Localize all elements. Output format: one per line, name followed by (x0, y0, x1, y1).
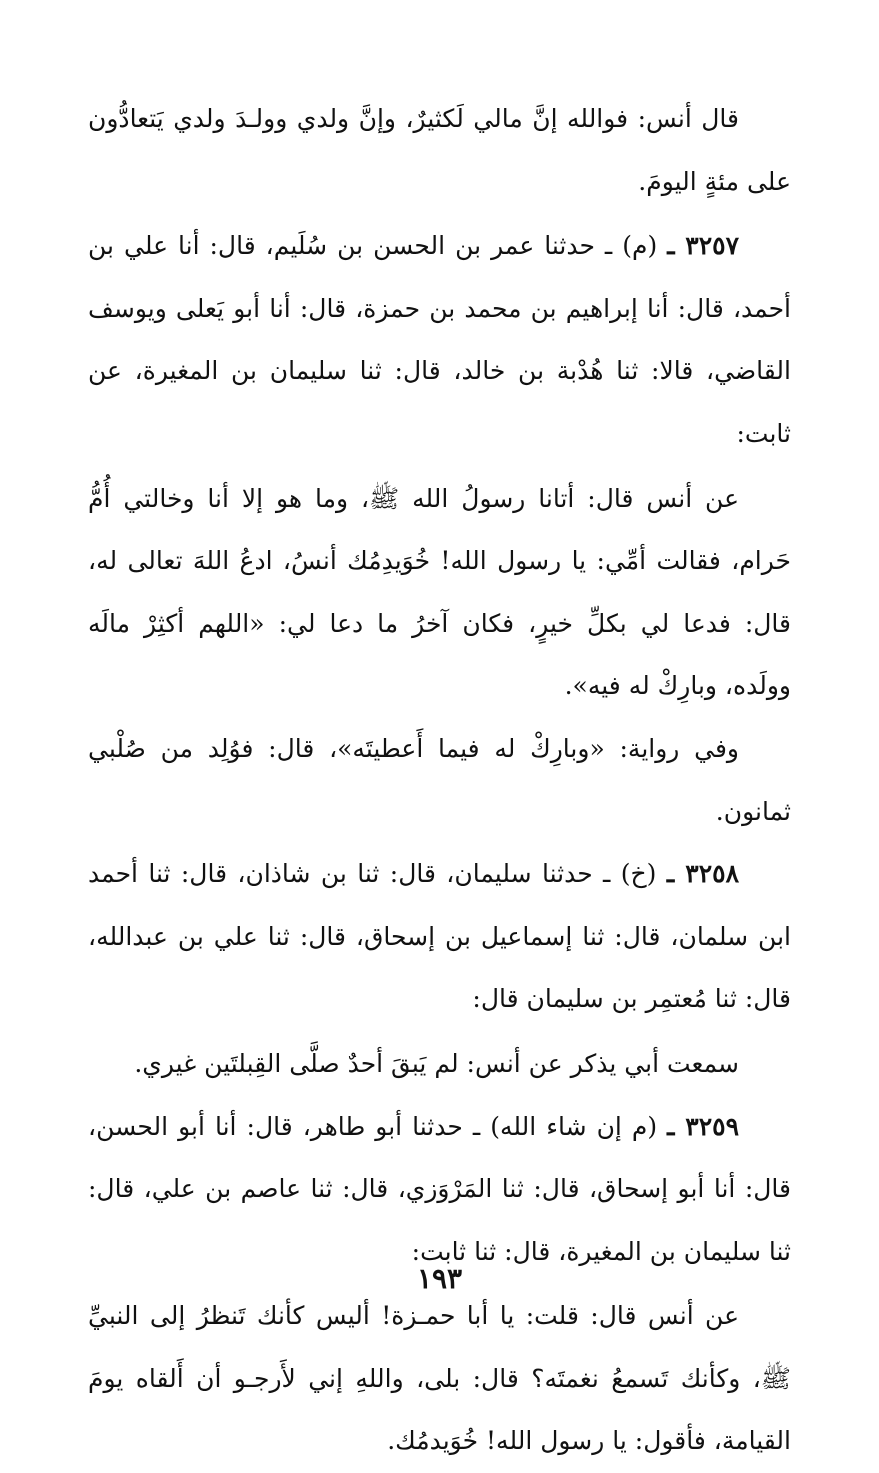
paragraph-anas-continuation (88, 88, 791, 213)
paragraph-hadith-3257-matn (88, 468, 791, 718)
hadith-number: ٣٢٥٨ ـ (666, 859, 740, 889)
paragraph-text: (خ) ـ حدثنا سليمان، قال: ثنا بن شاذان، قال: ثنا أحمد ابن سلمان، قال: ثنا إسماعيل بن إسحاق، قال: ثنا علي بن عبدالله، قال: ثنا مُعتمِر بن سليمان قال: (88, 859, 791, 1014)
hadith-number: ٣٢٥٩ ـ (667, 1111, 739, 1141)
paragraph-text: وفي رواية: «وبارِكْ له فيما أَعطيتَه»، قال: فوُلِد من صُلْبي ثمانون. (88, 733, 791, 826)
paragraph-text: سمعت أبي يذكر عن أنس: لم يَبقَ أحدٌ صلَّى القِبلتَين غيري. (134, 1048, 739, 1078)
paragraph-text: (م إن شاء الله) ـ حدثنا أبو طاهر، قال: أنا أبو الحسن، قال: أنا أبو إسحاق، قال: ثنا المَرْوَزي، قال: ثنا عاصم بن علي، قال: ثنا سليمان بن المغيرة، قال: ثنا ثابت: (88, 1111, 791, 1266)
page-number: ١٩٣ (416, 1262, 463, 1295)
paragraph-text: (م) ـ حدثنا عمر بن الحسن بن سُلَيم، قال: أنا علي بن أحمد، قال: أنا إبراهيم بن محمد بن حمزة، قال: أنا أبو يَعلى ويوسف القاضي، قالا: ثنا هُدْبة بن خالد، قال: ثنا سليمان بن المغيرة، عن ثابت: (88, 231, 791, 448)
paragraph-hadith-3258-isnad (88, 843, 791, 1031)
paragraph-hadith-3258-matn (88, 1033, 791, 1096)
paragraph-hadith-3259-matn (88, 1285, 791, 1473)
paragraph-hadith-3257-riwaya (88, 718, 791, 843)
paragraph-text: عن أنس قال: قلت: يا أبا حمـزة! أليس كأنك تَنظرُ إلى النبيِّ ﷺ، وكأنك تَسمعُ نغمتَه؟ قال: بلى، واللهِ إني لأَرجـو أن أَلقاه يومَ القيامة، فأقول: يا رسول الله! خُوَيدمُك. (88, 1301, 791, 1456)
paragraph-hadith-3259-isnad (88, 1096, 791, 1284)
paragraph-text: قال أنس: فوالله إنَّ مالي لَكثيرٌ، وإنَّ ولدي وولـدَ ولدي يَتعادُّون على مئةٍ اليومَ. (88, 104, 791, 196)
paragraph-hadith-3257-isnad (88, 215, 791, 465)
hadith-number: ٣٢٥٧ ـ (667, 231, 739, 261)
paragraph-text: عن أنس قال: أتانا رسولُ الله ﷺ، وما هو إلا أنا وخالتي أُمُّ حَرام، فقالت أمِّي: يا رسول الله! خُوَيدِمُك أنسُ، ادعُ اللهَ تعالى له، قال: فدعا لي بكلِّ خيرٍ، فكان آخرُ ما دعا لي: «اللهم أكثِرْ مالَه وولَده، وبارِكْ له فيه». (88, 483, 791, 701)
